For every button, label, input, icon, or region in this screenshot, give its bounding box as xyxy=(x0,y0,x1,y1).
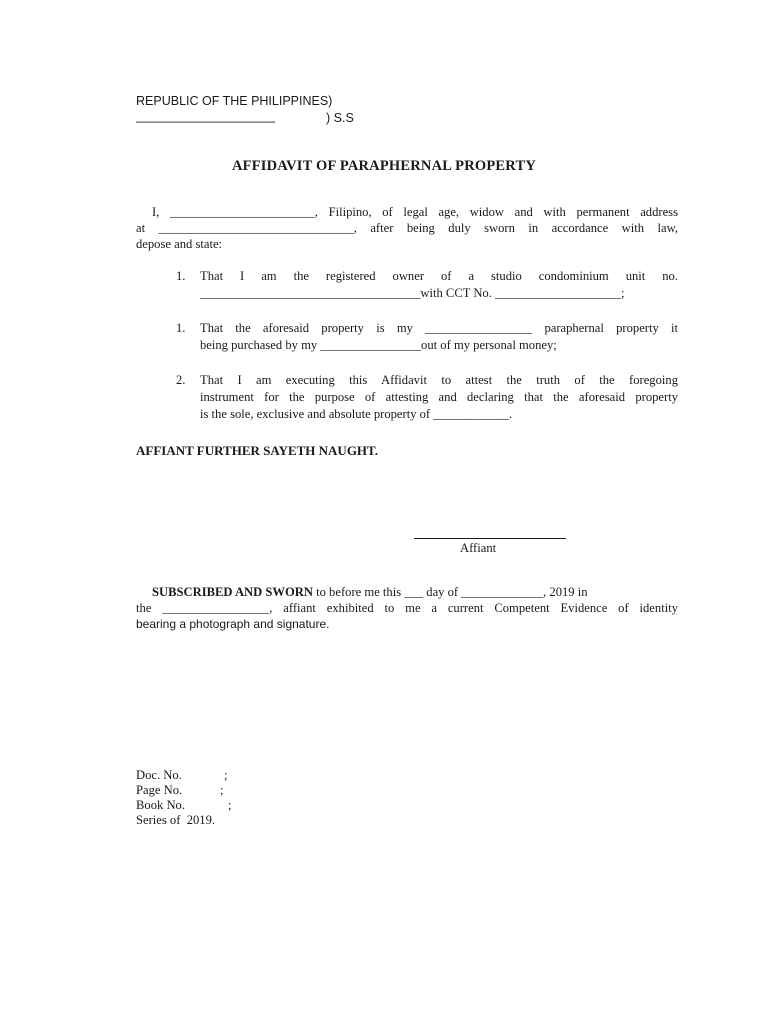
signature-line xyxy=(414,538,566,539)
page-no-label: Page No. xyxy=(136,783,183,797)
intro-line-3: depose and state: xyxy=(136,237,223,251)
item-2-line-2: being purchased by my ________________out of my personal money; xyxy=(200,338,557,352)
page-no-suffix: ; xyxy=(220,783,224,797)
venue-blank-line: ____________________ xyxy=(136,109,276,123)
item-1-line-2: ___________________________________with CCT No. ____________________; xyxy=(200,286,625,300)
jurat-bold-lead: SUBSCRIBED AND SWORN xyxy=(152,585,313,599)
doc-no-label: Doc. No. xyxy=(136,768,182,782)
item-3-line-1: That I am executing this Affidavit to attest the truth of the foregoing xyxy=(200,373,678,387)
ss-label: ) S.S xyxy=(326,111,354,125)
item-1-line-1: That I am the registered owner of a studio condominium unit no. xyxy=(200,269,678,283)
affiant-label: Affiant xyxy=(460,541,497,555)
item-2-line-1: That the aforesaid property is my _________________ paraphernal property it xyxy=(200,321,678,335)
item-2-number: 1. xyxy=(176,321,186,335)
intro-line-2: at _______________________________, after being duly sworn in accordance with law, xyxy=(136,221,678,235)
document-title: AFFIDAVIT OF PARAPHERNAL PROPERTY xyxy=(231,158,537,174)
jurat-line-1 xyxy=(152,584,588,601)
item-3-line-2: instrument for the purpose of attesting and declaring that the aforesaid property xyxy=(200,390,678,404)
series-label: Series of 2019. xyxy=(136,813,216,827)
republic-heading: REPUBLIC OF THE PHILIPPINES) xyxy=(136,94,333,108)
item-1-number: 1. xyxy=(176,269,186,283)
closing-statement: AFFIANT FURTHER SAYETH NAUGHT. xyxy=(136,443,379,458)
item-3-line-3: is the sole, exclusive and absolute property of ____________. xyxy=(200,407,512,421)
book-no-suffix: ; xyxy=(228,798,232,812)
jurat-line-2: the _________________, affiant exhibited to me a current Competent Evidence of identity xyxy=(136,601,678,615)
doc-no-suffix: ; xyxy=(224,768,228,782)
jurat-line-1-rest: to before me this ___ day of _____________, 2019 in xyxy=(312,585,588,599)
book-no-label: Book No. xyxy=(136,798,185,812)
item-3-number: 2. xyxy=(176,373,186,387)
intro-line-1: I, _______________________, Filipino, of legal age, widow and with permanent address xyxy=(152,205,678,219)
jurat-line-3: bearing a photograph and signature. xyxy=(136,617,330,631)
